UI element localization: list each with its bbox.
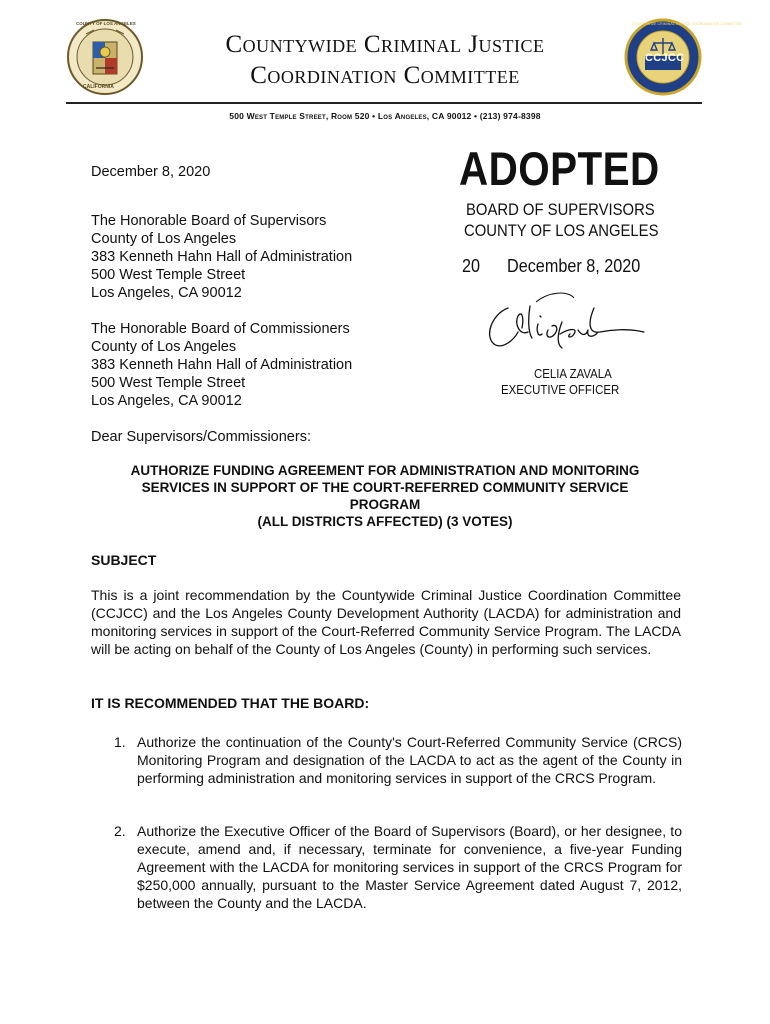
- stamp-item-number: 20: [462, 256, 481, 276]
- stamp-signer-title: EXECUTIVE OFFICER: [501, 382, 620, 397]
- stamp-signer-name: CELIA ZAVALA: [534, 366, 612, 381]
- address-line: 383 Kenneth Hahn Hall of Administration: [91, 357, 353, 373]
- title-line: AUTHORIZE FUNDING AGREEMENT FOR ADMINISTRATION AND MONITORING: [130, 463, 640, 478]
- item-text: Authorize the Executive Officer of the Board of Supervisors (Board), or her designee, to execute, amend and, if necessary, terminate for convenience, a five-year Funding Agreement with the LACDA for monitoring services in support of the CRCS Program for $250,000 annually, pursuant to the Master Service Agreement dated August 7, 2012, between the County and the LACDA.: [137, 823, 682, 911]
- addressee-supervisors: [91, 212, 352, 302]
- salutation: Dear Supervisors/Commissioners:: [91, 429, 311, 445]
- item-number: 2.: [114, 823, 126, 839]
- title-line: SERVICES IN SUPPORT OF THE COURT-REFERRED COMMUNITY SERVICE: [141, 480, 629, 495]
- letter-title: [90, 462, 680, 530]
- recommendation-item-2: [114, 822, 682, 912]
- address-line: 383 Kenneth Hahn Hall of Administration: [91, 249, 353, 265]
- ccjcc-seal-label: CCJCC: [645, 52, 685, 64]
- header-title-line1: Countywide Criminal Justice: [225, 31, 545, 58]
- address-line: Los Angeles, CA 90012: [91, 285, 242, 301]
- address-line: Los Angeles, CA 90012: [91, 393, 242, 409]
- stamp-board: BOARD OF SUPERVISORS: [466, 201, 655, 219]
- letter-date: December 8, 2020: [91, 164, 211, 180]
- header-rule: [66, 102, 702, 104]
- seal-left-ring-text: COUNTY OF LOS ANGELES: [76, 21, 136, 26]
- recommendation-heading: IT IS RECOMMENDED THAT THE BOARD:: [91, 695, 370, 711]
- stamp-county: COUNTY OF LOS ANGELES: [464, 222, 659, 240]
- item-number: 1.: [114, 734, 126, 750]
- header-title-line2: Coordination Committee: [250, 62, 520, 89]
- header-address: 500 West Temple Street, Room 520 • Los Angeles, CA 90012 • (213) 974-8398: [229, 111, 541, 121]
- ccjcc-seal-ring-text: COUNTYWIDE CRIMINAL JUSTICE COORDINATION COMMITTEE: [632, 22, 742, 26]
- subject-heading: SUBJECT: [91, 552, 157, 568]
- title-line: PROGRAM: [349, 497, 421, 512]
- seal-left-text-bottom: CALIFORNIA: [83, 84, 114, 90]
- recommendation-item-1: [114, 733, 682, 787]
- item-text: Authorize the continuation of the County's Court-Referred Community Service (CRCS) Monitoring Program and designation of the LACDA to act as the agent of the County in performing administration and monitoring services in support of the CRCS Program.: [137, 734, 682, 786]
- address-line: The Honorable Board of Commissioners: [91, 321, 350, 337]
- stamp-date: December 8, 2020: [507, 256, 641, 276]
- address-line: County of Los Angeles: [91, 231, 237, 247]
- executive-officer-signature: [478, 288, 648, 358]
- addressee-commissioners: [91, 320, 352, 410]
- address-line: County of Los Angeles: [91, 339, 237, 355]
- subject-body: This is a joint recommendation by the Countywide Criminal Justice Coordination Committee (CCJCC) and the Los Angeles County Development Authority (LACDA) for administration and monitoring services in support of the Court-Referred Community Service Program. The LACDA will be acting on behalf of the County of Los Angeles (County) in performing such services.: [91, 587, 681, 657]
- address-line: 500 West Temple Street: [91, 267, 246, 283]
- address-line: The Honorable Board of Supervisors: [91, 213, 327, 229]
- address-line: 500 West Temple Street: [91, 375, 246, 391]
- title-line: (ALL DISTRICTS AFFECTED) (3 VOTES): [257, 514, 513, 529]
- adopted-stamp: ADOPTED: [459, 142, 660, 195]
